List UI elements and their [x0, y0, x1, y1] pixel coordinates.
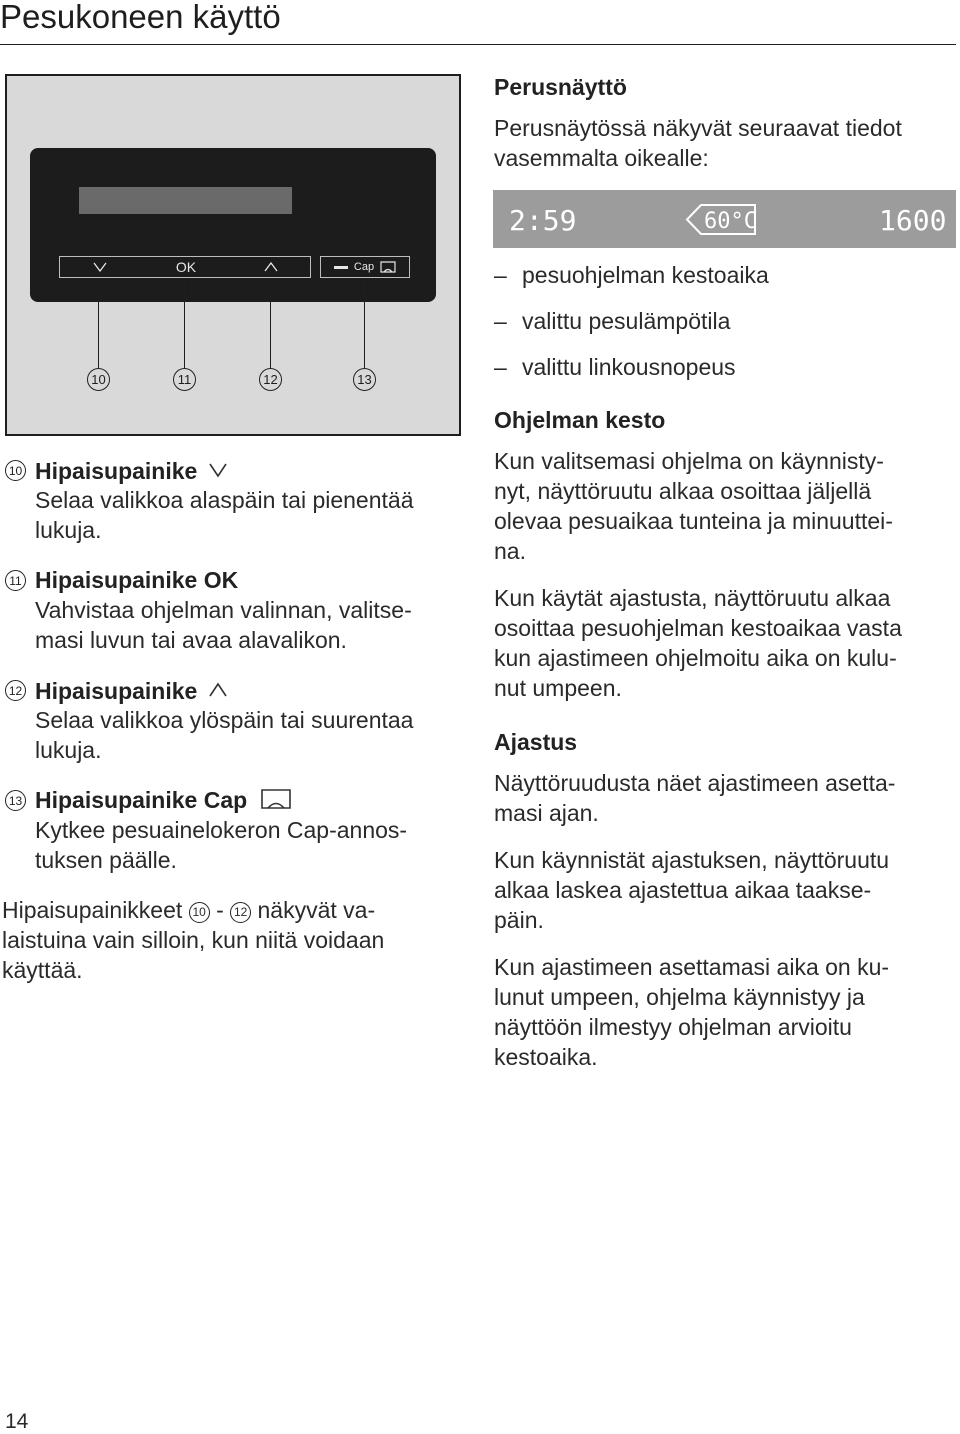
item-number-10: 10 — [5, 460, 26, 481]
display-time: 2:59 — [509, 204, 577, 237]
note-line-2: laistuina vain silloin, kun niitä voidaan — [2, 927, 385, 953]
chevron-up-icon — [259, 257, 283, 277]
chevron-down-icon — [88, 257, 112, 277]
list-item: – valittu pesulämpötila — [494, 308, 731, 334]
paragraph-line: Näyttöruudusta näet ajastimeen asetta- — [494, 770, 896, 796]
page-number: 14 — [5, 1410, 29, 1433]
item-13-desc-line-1: Kytkee pesuainelokeron Cap-annos- — [35, 817, 408, 843]
paragraph-line: kun ajastimeen ohjelmoitu aika on kulu- — [494, 645, 897, 671]
item-11-desc-line-2: masi luvun tai avaa alavalikon. — [35, 627, 347, 653]
item-12-desc-line-1: Selaa valikkoa ylöspäin tai suurentaa — [35, 707, 414, 733]
chevron-up-icon — [208, 675, 228, 705]
callout-11: 11 — [173, 368, 196, 391]
callout-12: 12 — [259, 368, 282, 391]
paragraph-line: osoittaa pesuohjelman kestoaikaa vasta — [494, 615, 902, 641]
item-10-title: Hipaisupainike — [35, 455, 228, 486]
paragraph-line: Kun käynnistät ajastuksen, näyttöruutu — [494, 847, 890, 873]
control-panel-screen — [30, 148, 436, 302]
paragraph-line: päin. — [494, 907, 544, 933]
item-number-11: 11 — [5, 570, 26, 591]
heading-ajastus: Ajastus — [494, 729, 578, 755]
paragraph-line: Kun valitsemasi ohjelma on käynnisty- — [494, 448, 884, 474]
item-10-desc-line-1: Selaa valikkoa alaspäin tai pienentää — [35, 487, 414, 513]
intro-line-1: Perusnäytössä näkyvät seuraavat tiedot — [494, 115, 902, 141]
title-divider — [0, 44, 956, 45]
item-10-desc-line-2: lukuja. — [35, 517, 102, 543]
paragraph-line: kestoaika. — [494, 1044, 598, 1070]
display-spin: 1600 — [879, 204, 947, 237]
paragraph-line: näyttöön ilmestyy ohjelman arvioitu — [494, 1014, 852, 1040]
callout-line-12 — [270, 278, 271, 369]
list-item: – pesuohjelman kestoaika — [494, 262, 769, 288]
item-12-desc-line-2: lukuja. — [35, 737, 102, 763]
intro-line-2: vasemmalta oikealle: — [494, 145, 709, 171]
basic-display-image — [493, 190, 956, 248]
touch-button-bar — [59, 256, 311, 278]
ok-button-label: OK — [175, 259, 197, 275]
item-13-desc-line-2: tuksen päälle. — [35, 847, 177, 873]
display-temperature: 60°C — [704, 209, 757, 234]
item-11-desc-line-1: Vahvistaa ohjelman valinnan, valitse- — [35, 597, 412, 623]
note-number-from: 10 — [189, 902, 210, 923]
note-line-1: Hipaisupainikkeet 10 - 12 näkyvät va- — [2, 897, 376, 923]
heading-ohjelman-kesto: Ohjelman kesto — [494, 407, 666, 433]
callout-13: 13 — [353, 368, 376, 391]
list-item: – valittu linkousnopeus — [494, 354, 736, 380]
callout-10: 10 — [87, 368, 110, 391]
control-panel-display — [79, 187, 292, 214]
paragraph-line: olevaa pesuaikaa tunteina ja minuuttei- — [494, 508, 893, 534]
note-number-to: 12 — [230, 902, 251, 923]
item-12-title: Hipaisupainike — [35, 675, 228, 706]
page-title: Pesukoneen käyttö — [0, 0, 281, 35]
callout-line-13 — [364, 278, 365, 369]
paragraph-line: na. — [494, 538, 526, 564]
paragraph-line: Kun käytät ajastusta, näyttöruutu alkaa — [494, 585, 891, 611]
paragraph-line: nut umpeen. — [494, 675, 622, 701]
callout-line-10 — [98, 278, 99, 369]
item-13-title: Hipaisupainike Cap — [35, 785, 292, 817]
callout-line-11 — [184, 278, 185, 369]
paragraph-line: lunut umpeen, ohjelma käynnistyy ja — [494, 984, 865, 1010]
item-number-12: 12 — [5, 680, 26, 701]
paragraph-line: Kun ajastimeen asettamasi aika on ku- — [494, 954, 890, 980]
cap-tray-icon — [260, 787, 292, 817]
chevron-down-icon — [208, 455, 228, 485]
paragraph-line: alkaa laskea ajastettua aikaa taakse- — [494, 877, 872, 903]
heading-perusnaytto: Perusnäyttö — [494, 74, 627, 100]
cap-button-label: Cap — [353, 261, 375, 273]
paragraph-line: masi ajan. — [494, 800, 599, 826]
item-number-13: 13 — [5, 790, 26, 811]
cap-touch-button — [320, 256, 410, 278]
item-11-title: Hipaisupainike OK — [35, 567, 239, 593]
cap-tray-icon — [380, 261, 396, 273]
minus-icon — [334, 266, 348, 269]
note-line-3: käyttää. — [2, 957, 83, 983]
paragraph-line: nyt, näyttöruutu alkaa osoittaa jäljellä — [494, 478, 872, 504]
